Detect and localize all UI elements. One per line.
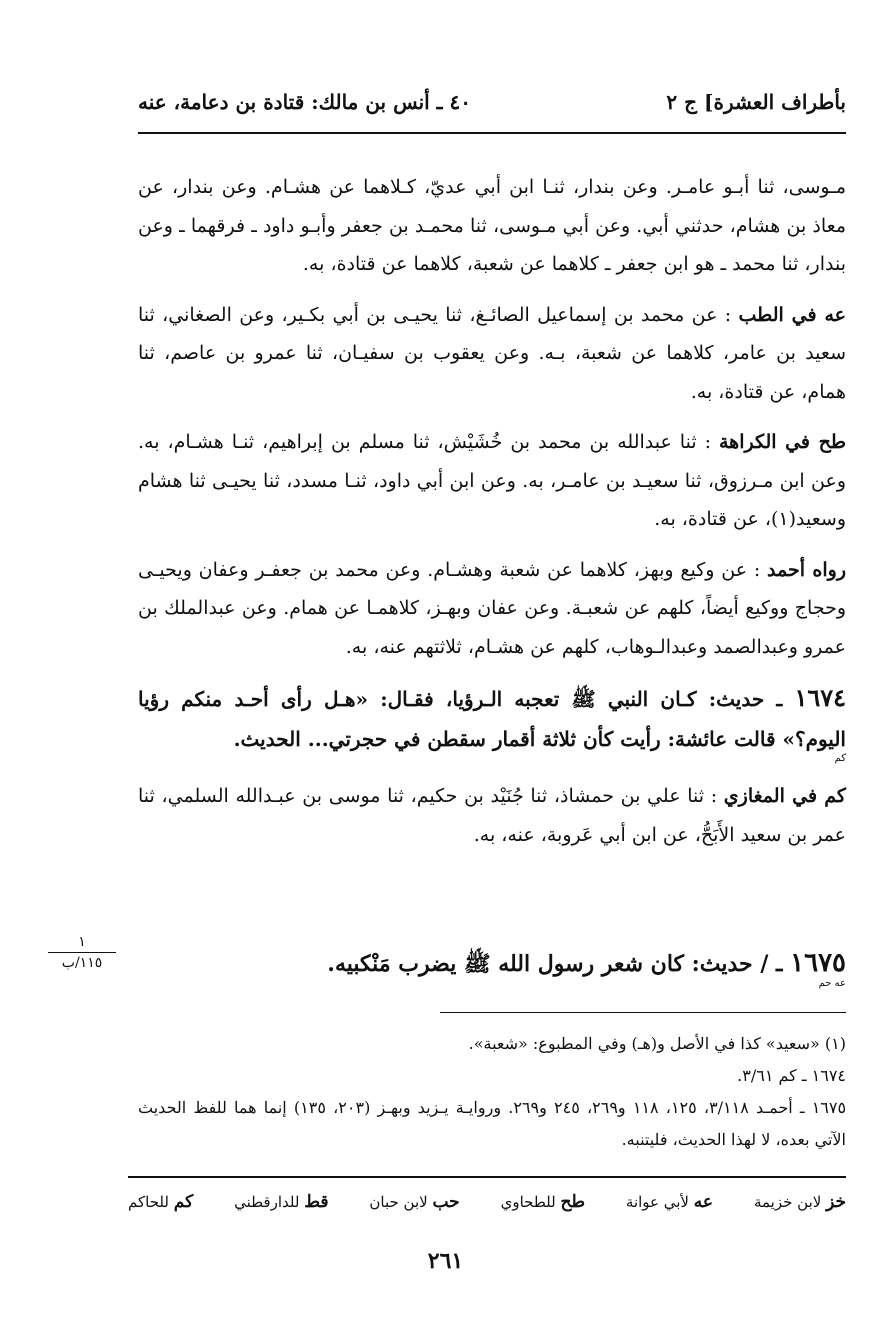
manuscript-folio-note	[48, 934, 116, 971]
paragraph-lead: طح في الكراهة	[719, 431, 846, 453]
folio-top: ١	[48, 934, 116, 953]
paragraph-text: : عن وكيع وبهز، كلاهما عن شعبة وهشـام. وعن محمد بن جعفـر وعفان ويحيـى وحجاج ووكيع أيضاً، كلهم عن شعبـة. وعن عفان وبهـز، كلاهمـا عن همام. وعن عبدالملك بن عمرو وعبدالصمد وعبدالـوهاب، كلهم عن هشـام، ثلاثتهم عنه، به.	[138, 558, 846, 658]
folio-bottom: ١١٥/ب	[61, 955, 103, 971]
abbreviation-legend	[128, 1192, 846, 1212]
header-rule	[138, 132, 846, 134]
legend-name: لأبي عوانة	[625, 1193, 689, 1211]
hadith-sigla: عه حم	[818, 978, 846, 989]
hadith-1674	[138, 678, 846, 765]
legend-name: للحاكم	[128, 1193, 169, 1211]
hadith-text: ـ حديث: كـان النبي ﷺ تعجبه الـرؤيا، فقـال: «هـل رأى أحـد منكم رؤيا اليوم؟» قالت عائشة: رأيت كأن ثلاثة أقمار سقطن في حجرتي... الحديث.	[138, 687, 846, 751]
paragraph-lead: عه في الطب	[738, 303, 846, 326]
legend-abbr: عه	[693, 1192, 714, 1212]
legend-name: لابن حبان	[369, 1193, 428, 1211]
legend-abbr: حب	[432, 1192, 460, 1212]
paragraph	[138, 296, 846, 412]
legend-name: لابن خزيمة	[753, 1193, 822, 1211]
paragraph	[138, 777, 846, 854]
paragraph-lead: كم في المغازي	[723, 785, 846, 807]
legend-item	[234, 1192, 328, 1212]
paragraph-text: مـوسى، ثنا أبـو عامـر. وعن بندار، ثنـا ابن أبي عديّ، كـلاهما عن هشـام. وعن بندار، عن معاذ بن هشام، حدثني أبي. وعن أبي مـوسى، ثنا محمـد بن جعفر وأبـو داود ـ فرقهما ـ وعن بندار، ثنا محمد ـ هو ابن جعفر ـ كلاهما عن شعبة، كلاهما عن قتادة، به.	[138, 176, 846, 275]
footnote: ١٦٧٥ ـ أحمـد ٣/١١٨، ١٢٥، ١١٨ و٢٦٩، ٢٤٥ و٢٦٩. وروايـة يـزيد وبهـز (٢٠٣، ١٣٥) إنما هما للفظ الحديث الآتي بعده، لا لهذا الحديث، فليتنبه.	[138, 1098, 847, 1149]
header-volume: بأطراف العشرة] ج ٢	[666, 90, 846, 114]
footnote: ١٦٧٤ ـ كم ٣/٦١.	[737, 1066, 846, 1085]
legend-name: للدارقطني	[234, 1193, 300, 1211]
paragraph-text: : ثنا علي بن حمشاذ، ثنا جُنَيْد بن حكيم، ثنا موسى بن عبـدالله السلمي، ثنا عمر بن سعيد الأَبَحُّ، عن ابن أبي عَروبة، عنه، به.	[138, 785, 846, 846]
footnotes	[138, 1028, 846, 1156]
paragraph-lead: رواه أحمد	[767, 558, 846, 581]
paragraph-text: : عن محمد بن إسماعيل الصائـغ، ثنا يحيـى بن أبي بكـير، وعن الصغاني، ثنا سعيد بن عامر، كلاهما عن شعبة، بـه. وعن يعقوب بن سفيـان، ثنا عمرو بن عاصم، ثنا همام، عن قتادة، به.	[138, 303, 846, 403]
hadith-text: ـ / حديث: كان شعر رسول الله ﷺ يضرب مَنْكبيه.	[327, 951, 783, 977]
hadith-number: ١٦٧٥	[790, 948, 846, 978]
legend-item	[369, 1192, 459, 1212]
main-text	[138, 168, 846, 866]
legend-name: للطحاوي	[500, 1193, 556, 1211]
header-chapter: ٤٠ ـ أنس بن مالك: قتادة بن دعامة، عنه	[138, 90, 471, 114]
legend-rule	[128, 1176, 846, 1178]
paragraph	[138, 423, 846, 539]
legend-abbr: طح	[560, 1192, 585, 1212]
legend-item	[128, 1192, 193, 1212]
paragraph	[138, 168, 846, 284]
legend-abbr: قط	[304, 1192, 329, 1212]
hadith-number: ١٦٧٤	[794, 683, 846, 712]
hadith-1675	[138, 948, 846, 982]
legend-item	[501, 1192, 585, 1212]
legend-abbr: خز	[826, 1192, 846, 1212]
paragraph-text: : ثنا عبدالله بن محمد بن خُشَيْش، ثنا مسلم بن إبراهيم، ثنـا هشـام، به. وعن ابن مـرزوق، ثنا سعيـد بن عامـر، به. وعن ابن أبي داود، ثنـا مسدد، ثنا يحيـى ثنا هشام وسعيد(١)، عن قتادة، به.	[138, 431, 846, 530]
paragraph	[138, 551, 846, 667]
legend-item	[754, 1192, 846, 1212]
page-number: ٢٦١	[427, 1248, 464, 1274]
hadith-sigla: كم	[834, 753, 846, 764]
footnote-rule	[440, 1012, 846, 1013]
legend-abbr: كم	[173, 1192, 194, 1212]
footnote: (١) «سعيد» كذا في الأصل و(هـ) وفي المطبوع: «شعبة».	[468, 1034, 846, 1053]
legend-item	[626, 1192, 713, 1212]
running-header	[138, 82, 846, 122]
